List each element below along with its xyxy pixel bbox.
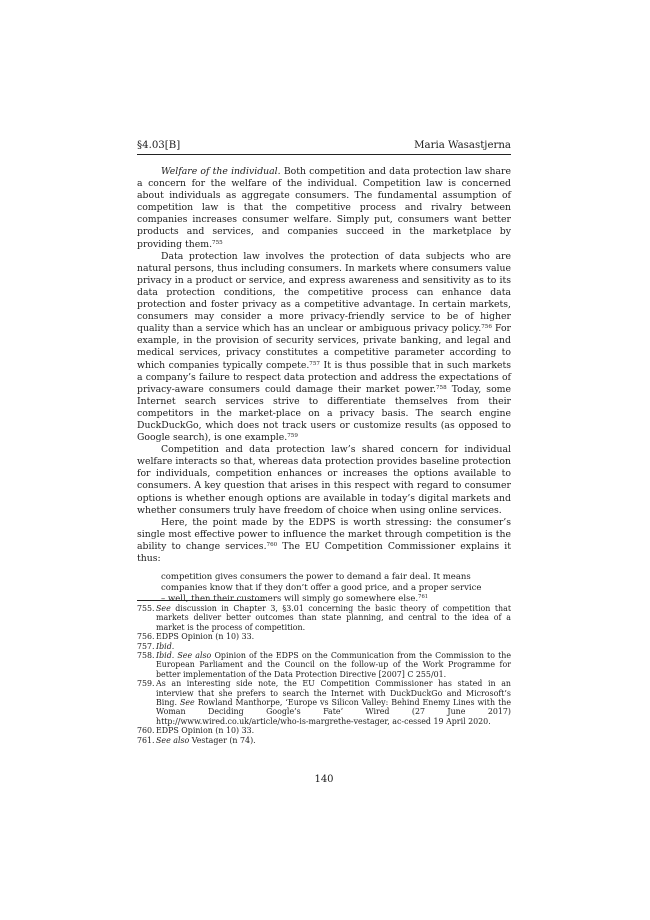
header-author: Maria Wasastjerna — [414, 140, 511, 151]
footnote-757 — [137, 642, 511, 651]
footnotes — [137, 604, 511, 745]
ibid-signal: Ibid. — [156, 651, 175, 661]
text-run: discussion in Chapter 3, §3.01 concerning the basic theory of competition that markets deliver better outcomes than state planning, and central to the idea of a market is the process of competition. — [156, 604, 511, 632]
see-also-signal: See also — [177, 651, 212, 661]
footnote-ref[interactable]: 759 — [287, 433, 298, 440]
footnote-number: 758. — [137, 651, 155, 661]
text-run: The EU Competition Commissioner explains it thus: — [137, 540, 511, 564]
footnote-ref[interactable]: 756 — [481, 324, 492, 331]
footnote-758 — [137, 651, 511, 679]
footnote-ref[interactable]: 760 — [266, 541, 278, 548]
running-header — [137, 140, 511, 154]
text-run: Data protection law involves the protection of data subjects who are natural persons, thus including consumers. In markets where consumers value privacy in a product or service, and express awareness and sensitivity as to its data protection conditions, the competitive process can enhance data protection and foster privacy as a competitive advantage. In certain markets, consumers may consider a more privacy-friendly service to be of higher quality than a service which has an unclear or ambiguous privacy policy. — [137, 250, 511, 335]
footnote-text — [156, 642, 511, 651]
footnote-text: EDPS Opinion (n 10) 33. — [156, 632, 255, 642]
text-run: For example, in the provision of security services, private banking, and legal and medical services, privacy constitutes a competitive parameter according to which companies typically compete. — [137, 323, 511, 371]
footnote-number: 756. — [137, 632, 155, 642]
footnote-ref[interactable]: 758 — [435, 384, 447, 391]
see-signal: See — [179, 698, 195, 708]
footnote-ref[interactable]: 755 — [212, 239, 223, 246]
footnote-756 — [137, 632, 511, 641]
footnote-755 — [137, 604, 511, 632]
footnote-number: 761. — [137, 735, 155, 745]
paragraph-run-in-title: Welfare of the individual — [161, 166, 278, 177]
quote-text: competition gives consumers the power to demand a fair deal. It means companies know that if they don’t offer a good price, and a proper service – well, then their customers will simply go somewhere else. — [161, 572, 482, 605]
text-run: Competition and data protection law’s shared concern for individual welfare interacts so that, whereas data protection provides baseline protection for individuals, competition enhances or increases the options available to consumers. A key question that arises in this respect with regard to consumer options is whether enough options are available in today’s digital markets and whether consumers truly have freedom of choice when using online services. — [137, 444, 511, 516]
paragraph — [137, 444, 511, 517]
text-run: Here, the point made by the EDPS is worth stressing: the consumer’s single most effective power to influence the market through competition is the ability to change services. — [137, 516, 511, 552]
footnote-ref[interactable]: 761 — [418, 594, 429, 601]
text-run: . Both competition and data protection law share a concern for the welfare of the individual. Competition law is concerned about individuals as aggregate consumers. The fundamental assumption of competition law is that the competitive process and rivalry between companies increases consumer welfare. Simply put, consumers want better products and services, and companies succeed in the marketplace by providing them. — [137, 166, 511, 250]
footnote-text — [156, 736, 511, 745]
footnote-number: 759. — [137, 679, 155, 689]
header-rule — [137, 154, 511, 155]
footnote-text — [156, 604, 511, 632]
text-run: Opinion of the EDPS on the Communication from the Commission to the European Parliament and the Council on the follow-up of the Work Programme for better implementation of the Data Protection Directive [2007] C 255/01. — [156, 651, 512, 679]
paragraph — [137, 166, 511, 251]
footnote-text — [156, 679, 511, 726]
header-section: §4.03[B] — [137, 140, 181, 151]
footnote-761 — [137, 736, 511, 745]
page-number: 140 — [314, 774, 334, 785]
text-run: It is thus possible that in such markets a company’s failure to respect data protection and address the expectations of privacy-aware consumers could damage their market power. — [137, 359, 511, 395]
footnote-760 — [137, 726, 511, 735]
text-run: As an interesting side note, the EU Competition Commissioner has stated in an interview that she prefers to search the Internet with DuckDuckGo and Microsoft’s Bing. — [156, 679, 511, 708]
footnote-759 — [137, 679, 511, 726]
see-also-signal: See also — [156, 735, 190, 745]
footnote-number: 760. — [137, 726, 155, 736]
see-signal: See — [156, 604, 171, 613]
text-run: Today, some Internet search services strive to differentiate themselves from their competitors in the market-place on a privacy basis. The search engine DuckDuckGo, which does not track users or customize results (as opposed to Google search), is one example. — [137, 383, 511, 444]
footnote-number: 757. — [137, 641, 155, 651]
text-run: Vestager (n 74). — [189, 735, 256, 745]
footnote-ref[interactable]: 757 — [309, 360, 320, 367]
footnote-text — [156, 651, 511, 679]
text-run: Rowland Manthorpe, ‘Europe vs Silicon Valley: Behind Enemy Lines with the Woman Deciding Google’s Fate’ Wired (27 June 2017) http://www.wired.co.uk/article/who-is-margrethe-vestager, ac-cessed 19 April 2020. — [156, 698, 511, 726]
footnote-rule — [137, 600, 265, 601]
ibid-signal: Ibid. — [156, 641, 175, 651]
paragraph — [137, 517, 511, 565]
footnote-text: EDPS Opinion (n 10) 33. — [156, 726, 255, 736]
footnote-number: 755. — [137, 604, 155, 613]
paragraph — [137, 251, 511, 445]
main-text — [137, 166, 511, 605]
